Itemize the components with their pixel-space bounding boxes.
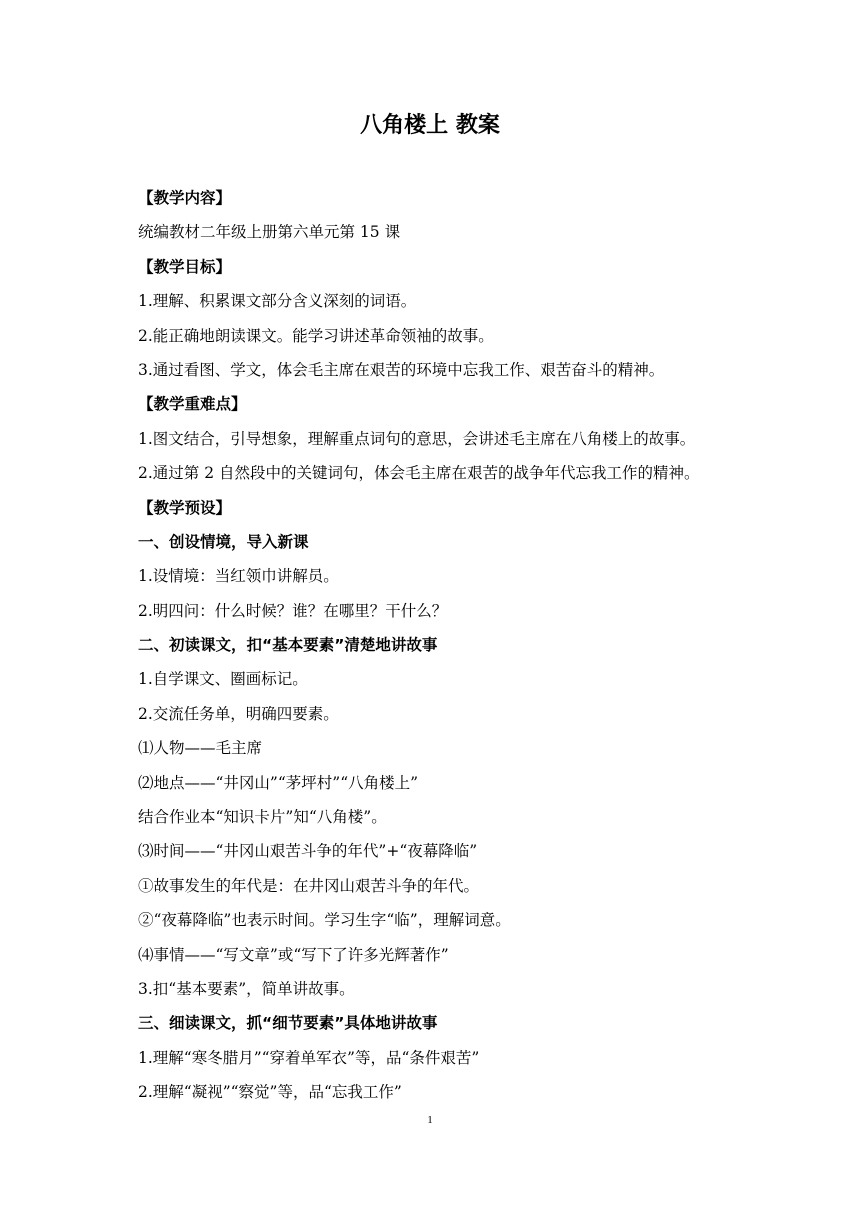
paragraph-line: 2.理解“凝视”“察觉”等，品“忘我工作” bbox=[138, 1083, 402, 1102]
paragraph-line: 1.图文结合，引导想象，理解重点词句的意思，会讲述毛主席在八角楼上的故事。 bbox=[138, 429, 696, 448]
page-number: 1 bbox=[427, 1114, 433, 1126]
paragraph-line: 3.通过看图、学文，体会毛主席在艰苦的环境中忘我工作、艰苦奋斗的精神。 bbox=[138, 360, 665, 379]
paragraph-line: 1.自学课文、圈画标记。 bbox=[138, 670, 308, 689]
paragraph-line: ①故事发生的年代是：在井冈山艰苦斗争的年代。 bbox=[138, 876, 480, 895]
section-heading: 三、细读课文，抓“细节要素”具体地讲故事 bbox=[138, 1014, 438, 1033]
paragraph-line: ⑴人物——毛主席 bbox=[138, 739, 263, 758]
paragraph-line: 1.理解、积累课文部分含义深刻的词语。 bbox=[138, 292, 417, 311]
section-heading: 【教学内容】 bbox=[138, 189, 232, 207]
paragraph-line: 1.设情境：当红领巾讲解员。 bbox=[138, 567, 339, 586]
paragraph-line: 2.交流任务单，明确四要素。 bbox=[138, 704, 339, 723]
paragraph-line: ⑵地点——“井冈山”“茅坪村”“八角楼上” bbox=[138, 773, 419, 792]
paragraph-line: ⑷事情——“写文章”或“写下了许多光辉著作” bbox=[138, 945, 449, 964]
section-heading: 二、初读课文，扣“基本要素”清楚地讲故事 bbox=[138, 636, 438, 655]
document-title: 八角楼上 教案 bbox=[360, 113, 500, 138]
paragraph-line: ⑶时间——“井冈山艰苦斗争的年代”+“夜幕降临” bbox=[138, 842, 478, 861]
paragraph-line: 结合作业本“知识卡片”知“八角楼”。 bbox=[138, 808, 387, 827]
section-heading: 【教学目标】 bbox=[138, 257, 232, 276]
document-body bbox=[138, 184, 838, 1113]
paragraph-line: ②“夜幕降临”也表示时间。学习生字“临”，理解词意。 bbox=[138, 911, 511, 930]
paragraph-line: 统编教材二年级上册第六单元第 15 课 bbox=[138, 223, 401, 242]
paragraph-line: 1.理解“寒冬腊月”“穿着单军衣”等，品“条件艰苦” bbox=[138, 1048, 480, 1067]
section-heading: 【教学预设】 bbox=[138, 498, 232, 517]
section-heading: 一、创设情境，导入新课 bbox=[138, 532, 309, 551]
section-heading: 【教学重难点】 bbox=[138, 395, 247, 414]
paragraph-line: 3.扣“基本要素”，简单讲故事。 bbox=[138, 979, 355, 998]
paragraph-line: 2.明四问：什么时候？谁？在哪里？干什么？ bbox=[138, 601, 448, 620]
paragraph-line: 2.能正确地朗读课文。能学习讲述革命领袖的故事。 bbox=[138, 326, 494, 345]
paragraph-line: 2.通过第 2 自然段中的关键词句，体会毛主席在艰苦的战争年代忘我工作的精神。 bbox=[138, 464, 700, 483]
